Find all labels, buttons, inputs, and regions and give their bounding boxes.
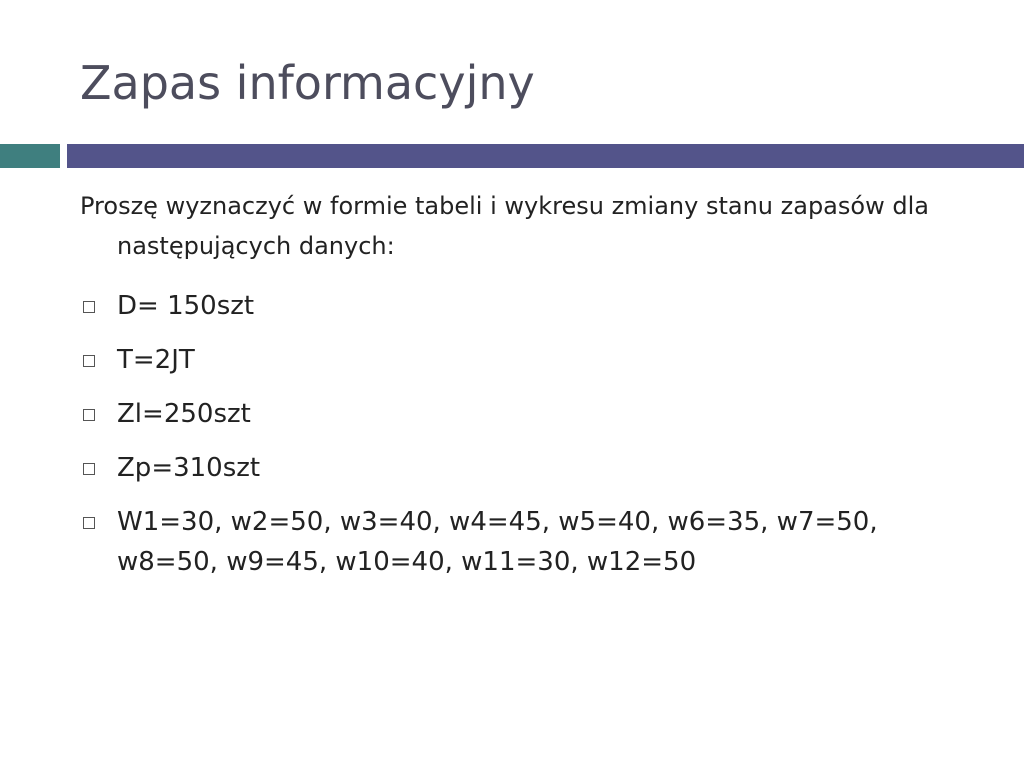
bullet-list bbox=[80, 286, 980, 582]
bullet-text: Zl=250szt bbox=[117, 399, 251, 429]
slide-content bbox=[80, 186, 980, 596]
bullet-text: W1=30, w2=50, w3=40, w4=45, w5=40, w6=35, w7=50, w8=50, w9=45, w10=40, w11=30, w12=50 bbox=[117, 507, 878, 577]
title-divider-bar bbox=[67, 144, 1024, 168]
bullet-text: D= 150szt bbox=[117, 291, 255, 321]
list-item bbox=[80, 448, 980, 488]
bullet-text: Zp=310szt bbox=[117, 453, 261, 483]
bullet-text: T=2JT bbox=[117, 345, 195, 375]
square-bullet-icon bbox=[83, 517, 95, 529]
list-item bbox=[80, 502, 980, 582]
list-item bbox=[80, 340, 980, 380]
list-item bbox=[80, 394, 980, 434]
square-bullet-icon bbox=[83, 301, 95, 313]
square-bullet-icon bbox=[83, 463, 95, 475]
square-bullet-icon bbox=[83, 409, 95, 421]
slide-title: Zapas informacyjny bbox=[80, 56, 535, 110]
list-item bbox=[80, 286, 980, 326]
title-divider-accent bbox=[0, 144, 60, 168]
square-bullet-icon bbox=[83, 355, 95, 367]
intro-text: Proszę wyznaczyć w formie tabeli i wykresu zmiany stanu zapasów dla następujących danych: bbox=[80, 192, 929, 260]
